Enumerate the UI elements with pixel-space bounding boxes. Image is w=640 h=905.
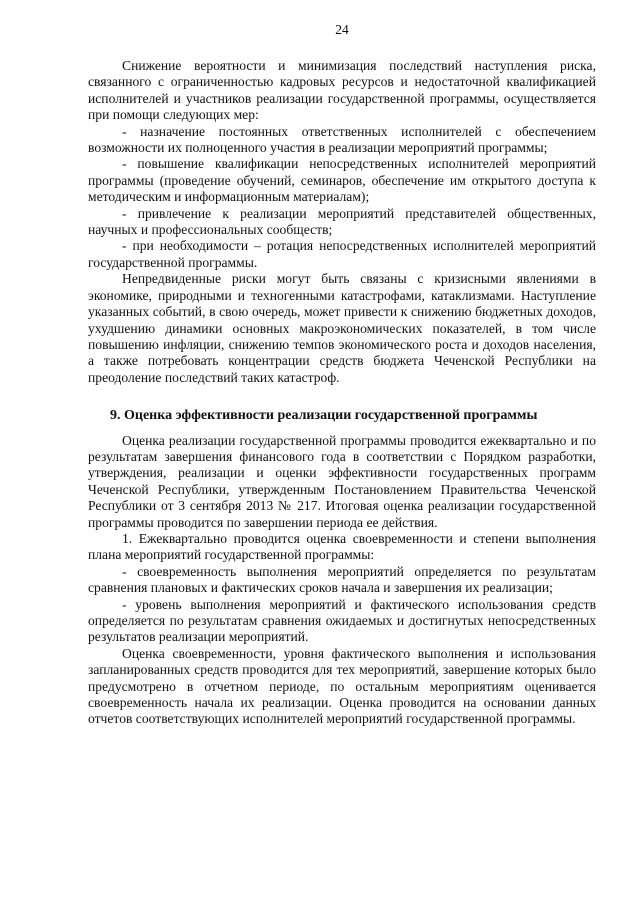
list-item: - своевременность выполнения мероприятий определяется по результатам сравнения плановых и фактических сроков начала и завершения их реализации; xyxy=(88,563,596,596)
paragraph: 1. Ежеквартально проводится оценка своевременности и степени выполнения плана мероприятий государственной программы: xyxy=(88,530,596,563)
list-item: - привлечение к реализации мероприятий представителей общественных, научных и профессиональных сообществ; xyxy=(88,205,596,238)
paragraph: Оценка реализации государственной программы проводится ежеквартально и по результатам завершения финансового года в соответствии с Порядком разработки, утверждения, реализации и оценки эффективности государственных программ Чеченской Республики, утвержденным Постановлением Правительства Чеченской Республики от 3 сентября 2013 № 217. Итоговая оценка реализации государственной программы проводится по завершении периода ее действия. xyxy=(88,432,596,530)
body-text xyxy=(88,58,596,728)
paragraph: Оценка своевременности, уровня фактического выполнения и использования запланированных средств проводится для тех мероприятий, завершение которых было предусмотрено в отчетном периоде, по остальным мероприятиям оценивается своевременность начала их реализации. Оценка проводится на основании данных отчетов соответствующих исполнителей мероприятий государственной программы. xyxy=(88,645,596,727)
list-item: - повышение квалификации непосредственных исполнителей мероприятий программы (проведение обучений, семинаров, обеспечение им открытого доступа к методическим и информационным материалам); xyxy=(88,156,596,205)
page-number: 24 xyxy=(335,22,349,37)
paragraph: Снижение вероятности и минимизация последствий наступления риска, связанного с ограниченностью кадровых ресурсов и недостаточной квалификацией исполнителей и участников реализации государственной программы, осуществляется при помощи следующих мер: xyxy=(88,58,596,123)
list-item: - при необходимости – ротация непосредственных исполнителей мероприятий государственной программы. xyxy=(88,238,596,270)
list-item: - уровень выполнения мероприятий и фактического использования средств определяется по результатам сравнения ожидаемых и достигнутых непосредственных результатов реализации мероприятий. xyxy=(88,596,596,645)
list-item: - назначение постоянных ответственных исполнителей с обеспечением возможности их полноценного участия в реализации мероприятий программы; xyxy=(88,123,596,156)
paragraph: Непредвиденные риски могут быть связаны с кризисными явлениями в экономике, природными и техногенными катастрофами, катаклизмами. Наступление указанных событий, в свою очередь, может привести к снижению бюджетных доходов, ухудшению динамики основных макроэкономических показателей, в том числе повышению инфляции, снижению темпов экономического роста и доходов населения, а также потребовать концентрации средств бюджета Чеченской Республики на преодоление последствий таких катастроф. xyxy=(88,271,596,385)
section-heading: 9. Оценка эффективности реализации государственной программы xyxy=(110,408,538,424)
